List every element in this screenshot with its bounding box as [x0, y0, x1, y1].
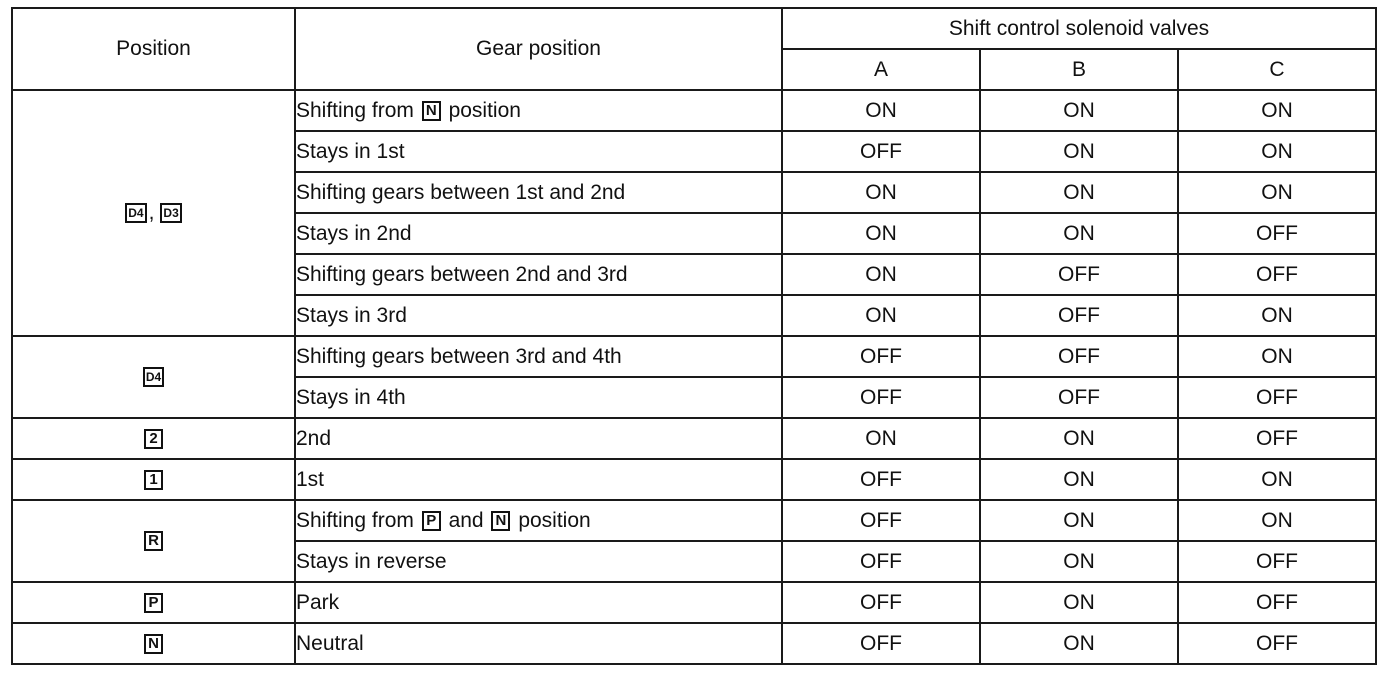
gear-cell: Neutral — [295, 623, 782, 664]
gear-cell: Shifting gears between 2nd and 3rd — [295, 254, 782, 295]
position-cell-n — [12, 623, 295, 664]
valve-a-value: ON — [782, 418, 980, 459]
valve-b-value: ON — [980, 500, 1178, 541]
valve-b-value: OFF — [980, 336, 1178, 377]
gear-text: and — [448, 508, 484, 532]
valve-c-value: ON — [1178, 131, 1376, 172]
valve-a-value: ON — [782, 172, 980, 213]
valve-a-value: ON — [782, 254, 980, 295]
gear-text: Shifting from — [296, 98, 414, 122]
position-cell-1 — [12, 459, 295, 500]
valve-a-value: OFF — [782, 377, 980, 418]
header-gear-position: Gear position — [295, 8, 782, 90]
valve-a-value: ON — [782, 295, 980, 336]
valve-c-value: ON — [1178, 336, 1376, 377]
table-row — [12, 459, 1376, 500]
valve-b-value: OFF — [980, 295, 1178, 336]
d4-key-icon: D4 — [143, 367, 164, 387]
valve-a-value: OFF — [782, 582, 980, 623]
valve-a-value: ON — [782, 90, 980, 131]
header-valve-c: C — [1178, 49, 1376, 90]
valve-c-value: OFF — [1178, 213, 1376, 254]
one-key-icon: 1 — [144, 470, 163, 490]
valve-b-value: ON — [980, 623, 1178, 664]
position-cell-p — [12, 582, 295, 623]
valve-b-value: ON — [980, 131, 1178, 172]
gear-cell: Stays in 3rd — [295, 295, 782, 336]
valve-a-value: OFF — [782, 623, 980, 664]
valve-c-value: OFF — [1178, 418, 1376, 459]
valve-c-value: OFF — [1178, 541, 1376, 582]
table-row — [12, 500, 1376, 541]
valve-a-value: OFF — [782, 500, 980, 541]
valve-c-value: ON — [1178, 90, 1376, 131]
gear-cell: Shifting gears between 1st and 2nd — [295, 172, 782, 213]
header-valve-a: A — [782, 49, 980, 90]
table-row — [12, 582, 1376, 623]
header-position: Position — [12, 8, 295, 90]
valve-b-value: ON — [980, 582, 1178, 623]
table-row — [12, 623, 1376, 664]
p-key-icon: P — [422, 511, 441, 531]
header-valves-group: Shift control solenoid valves — [782, 8, 1376, 49]
gear-cell: Stays in 2nd — [295, 213, 782, 254]
position-cell-d4 — [12, 336, 295, 418]
position-cell-r — [12, 500, 295, 582]
valve-c-value: ON — [1178, 172, 1376, 213]
gear-cell: Stays in reverse — [295, 541, 782, 582]
gear-cell: Stays in 1st — [295, 131, 782, 172]
position-separator: , — [148, 201, 155, 224]
valve-a-value: ON — [782, 213, 980, 254]
position-cell-d4-d3 — [12, 90, 295, 336]
valve-c-value: ON — [1178, 459, 1376, 500]
valve-b-value: ON — [980, 418, 1178, 459]
p-key-icon: P — [144, 593, 163, 613]
table-row — [12, 90, 1376, 131]
valve-a-value: OFF — [782, 541, 980, 582]
table-row — [12, 336, 1376, 377]
valve-c-value: ON — [1178, 295, 1376, 336]
valve-b-value: OFF — [980, 377, 1178, 418]
position-cell-2 — [12, 418, 295, 459]
n-key-icon: N — [422, 101, 441, 121]
valve-c-value: OFF — [1178, 623, 1376, 664]
gear-text: Shifting from — [296, 508, 414, 532]
d4-key-icon: D4 — [125, 203, 146, 223]
valve-a-value: OFF — [782, 459, 980, 500]
n-key-icon: N — [491, 511, 510, 531]
gear-cell: Park — [295, 582, 782, 623]
solenoid-valve-table — [11, 7, 1377, 665]
valve-c-value: OFF — [1178, 582, 1376, 623]
header-valve-b: B — [980, 49, 1178, 90]
valve-a-value: OFF — [782, 336, 980, 377]
valve-c-value: ON — [1178, 500, 1376, 541]
valve-b-value: ON — [980, 90, 1178, 131]
gear-cell: Shifting gears between 3rd and 4th — [295, 336, 782, 377]
gear-cell: 2nd — [295, 418, 782, 459]
valve-a-value: OFF — [782, 131, 980, 172]
table-row — [12, 418, 1376, 459]
gear-cell — [295, 500, 782, 541]
d3-key-icon: D3 — [160, 203, 181, 223]
two-key-icon: 2 — [144, 429, 163, 449]
valve-b-value: ON — [980, 213, 1178, 254]
gear-cell — [295, 90, 782, 131]
valve-c-value: OFF — [1178, 254, 1376, 295]
gear-text: position — [448, 98, 521, 122]
gear-text: position — [518, 508, 591, 532]
valve-c-value: OFF — [1178, 377, 1376, 418]
gear-cell: Stays in 4th — [295, 377, 782, 418]
r-key-icon: R — [144, 531, 163, 551]
valve-b-value: ON — [980, 172, 1178, 213]
valve-b-value: OFF — [980, 254, 1178, 295]
gear-cell: 1st — [295, 459, 782, 500]
n-key-icon: N — [144, 634, 163, 654]
valve-b-value: ON — [980, 541, 1178, 582]
valve-b-value: ON — [980, 459, 1178, 500]
